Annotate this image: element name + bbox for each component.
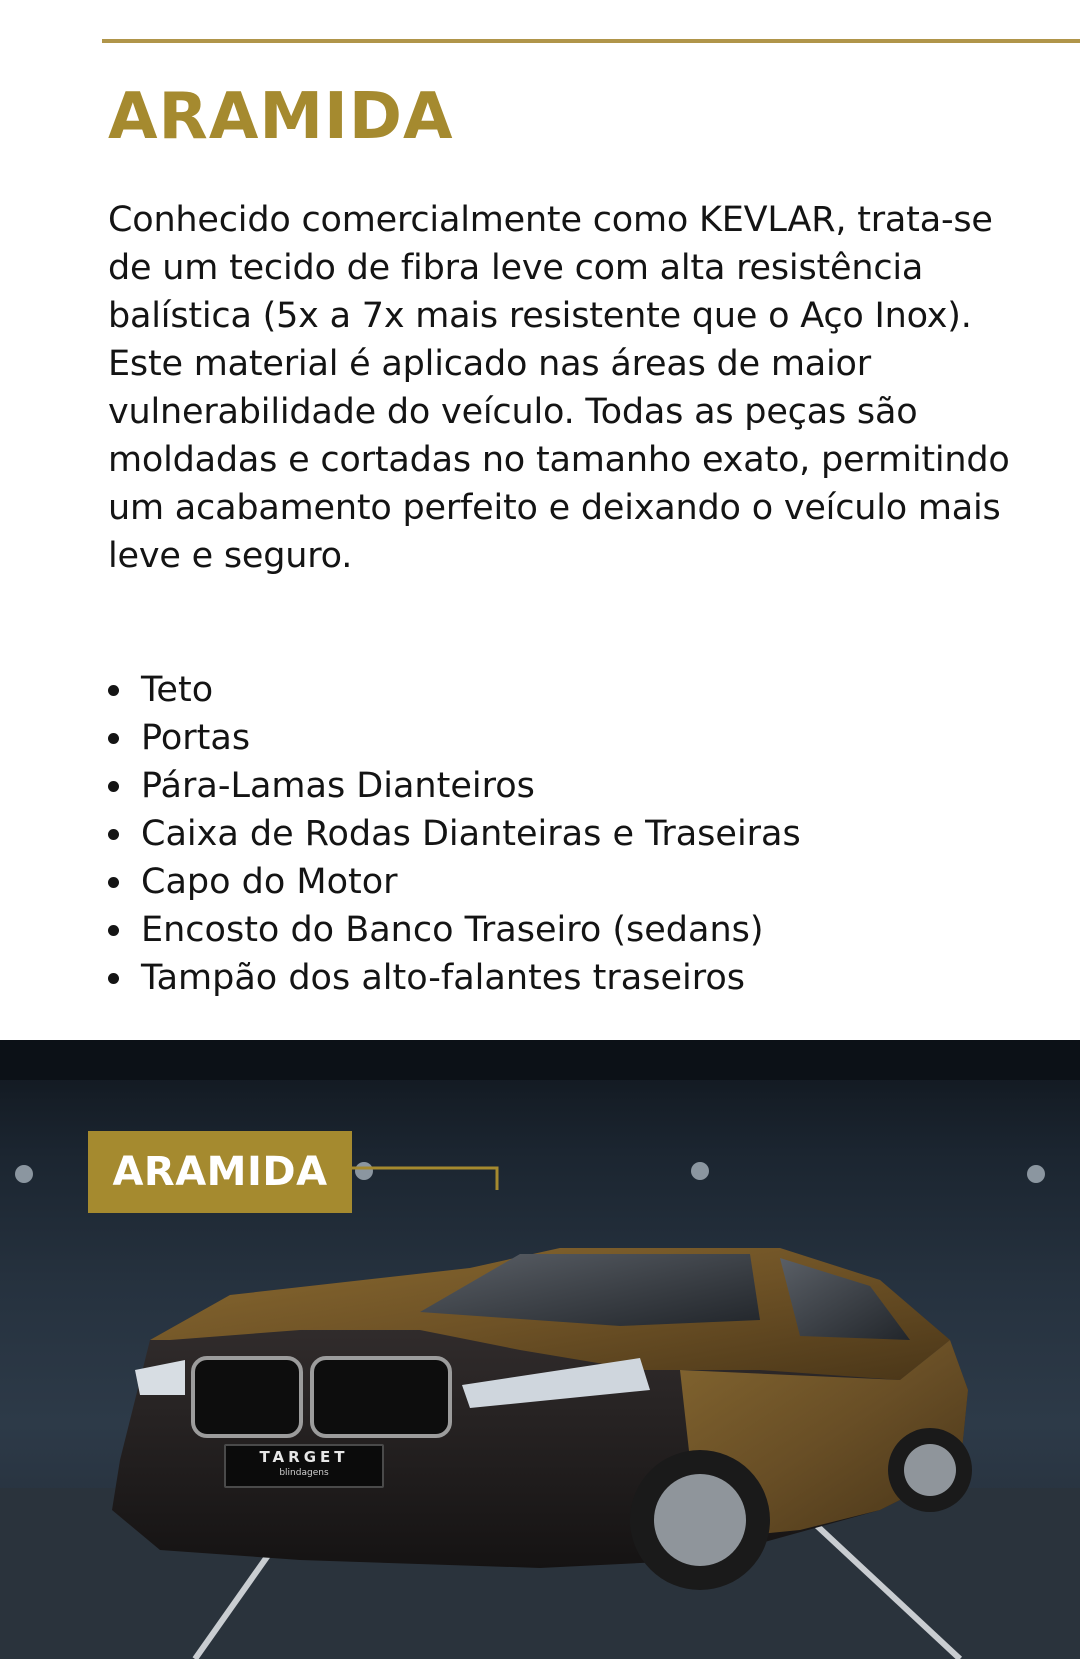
list-item: Pára-Lamas Dianteiros [108,762,801,810]
front-rim [654,1474,746,1566]
ceiling [0,1040,1080,1080]
list-item: Teto [108,666,801,714]
bullet-icon [108,685,119,696]
list-item: Caixa de Rodas Dianteiras e Traseiras [108,810,801,858]
windshield [420,1254,760,1326]
headlight-left [135,1360,185,1395]
section-description: Conhecido comercialmente como KEVLAR, trata-se de um tecido de fibra leve com alta resistência balística (5x a 7x mais resistente que o Aço Inox). Este material é aplicado nas áreas de maior vulnerabilidade do veículo. Todas as peças são moldadas e cortadas no tamanho exato, permitindo um acabamento perfeito e deixando o veículo mais leve e seguro. [108,200,1010,576]
license-plate: TARGET blindagens [224,1444,384,1488]
bullet-icon [108,781,119,792]
car-photo [0,1040,1080,1659]
bullet-icon [108,925,119,936]
wall-lamp [691,1162,709,1180]
list-item: Tampão dos alto-falantes traseiros [108,954,801,1002]
wall-lamp [355,1162,373,1180]
top-divider [102,39,1080,43]
grille-right [312,1358,450,1436]
bullet-icon [108,877,119,888]
bullet-icon [108,733,119,744]
list-item: Portas [108,714,801,762]
list-item: Encosto do Banco Traseiro (sedans) [108,906,801,954]
wall-lamp [15,1165,33,1183]
rear-rim [904,1444,956,1496]
bullet-icon [108,829,119,840]
badge-pointer [352,1168,497,1190]
list-item: Capo do Motor [108,858,801,906]
bullet-icon [108,973,119,984]
wall-lamp [1027,1165,1045,1183]
section-title: ARAMIDA [108,80,454,154]
aramida-badge: ARAMIDA [88,1131,352,1213]
grille-left [193,1358,301,1436]
applied-areas-list [108,666,801,1002]
